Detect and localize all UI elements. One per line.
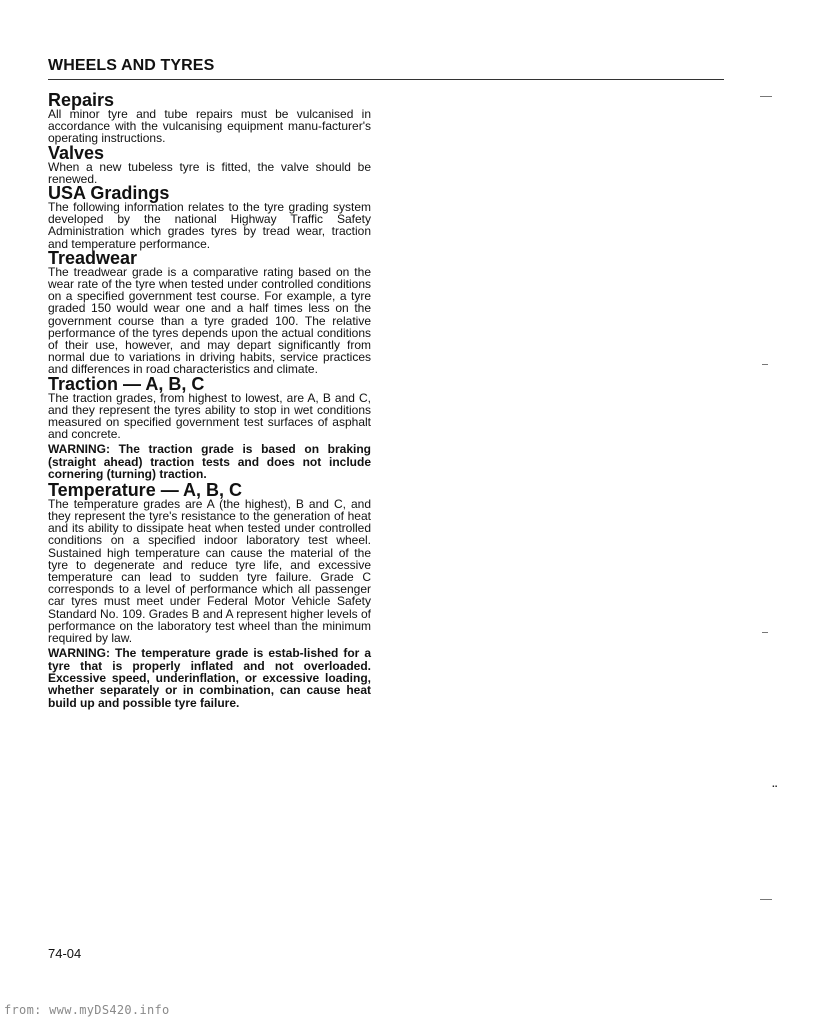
section-body: All minor tyre and tube repairs must be vulcanised in accordance with the vulcanising equipment manu-facturer's operating instructions. [48,107,371,146]
scan-dot: .. [772,779,778,790]
page-title: WHEELS AND TYRES [48,57,215,74]
header-rule [48,79,724,80]
section-repairs [48,90,371,146]
section-body: The treadwear grade is a comparative rating based on the wear rate of the tyre when tested under controlled conditions on a specified government test course. For example, a tyre graded 150 would wear one and a half times less on the government course than a tyre graded 100. The relative performance of the tyres depends upon the actual conditions of their use, however, and may depart significantly from normal due to variations in driving habits, service practices and differences in road characteristics and climate. [48,264,371,377]
traction-warning: WARNING: The traction grade is based on braking (straight ahead) traction tests and does not include cornering (turning) traction. [48,442,371,482]
section-body: The traction grades, from highest to lowest, are A, B and C, and they represent the tyres ability to stop in wet conditions measured on specified government test surfaces of asphalt and concrete. [48,390,371,442]
scan-mark [762,364,768,365]
section-treadwear [48,247,371,377]
section-heading: Valves [48,142,105,163]
section-traction [48,373,371,482]
section-heading: Traction — A, B, C [48,373,205,394]
section-usa-gradings [48,183,371,251]
section-temperature [48,479,371,710]
section-heading: Repairs [48,90,115,110]
section-heading: Temperature — A, B, C [48,479,243,500]
scan-mark [760,96,772,97]
section-valves [48,142,371,186]
temperature-warning: WARNING: The temperature grade is estab-lished for a tyre that is properly inflated and not overloaded. Excessive speed, underinflation, or excessive loading, whether separately or in combination, can cause heat build up and possible tyre failure. [48,646,371,710]
section-heading: Treadwear [48,247,138,268]
page-number: 74-04 [48,946,82,961]
text-column [48,90,371,712]
source-watermark: from: www.myDS420.info [4,1003,170,1017]
section-heading: USA Gradings [48,183,170,204]
scan-mark [762,632,768,633]
section-body: When a new tubeless tyre is fitted, the valve should be renewed. [48,159,371,186]
section-body: The temperature grades are A (the highest), B and C, and they represent the tyre's resistance to the generation of heat and its ability to dissipate heat when tested under controlled conditions on a specified indoor laboratory test wheel. Sustained high temperature can cause the material of the tyre to degenerate and reduce tyre life, and excessive temperature can lead to sudden tyre failure. Grade C corresponds to a level of performance which all passenger car tyres must meet under Federal Motor Vehicle Safety Standard No. 109. Grades B and A represent higher levels of performance on the laboratory test wheel than the minimum required by law. [48,496,371,645]
scan-mark [760,899,772,900]
section-body: The following information relates to the tyre grading system developed by the national Highway Traffic Safety Administration which grades tyres by tread wear, traction and temperature performance. [48,200,371,251]
